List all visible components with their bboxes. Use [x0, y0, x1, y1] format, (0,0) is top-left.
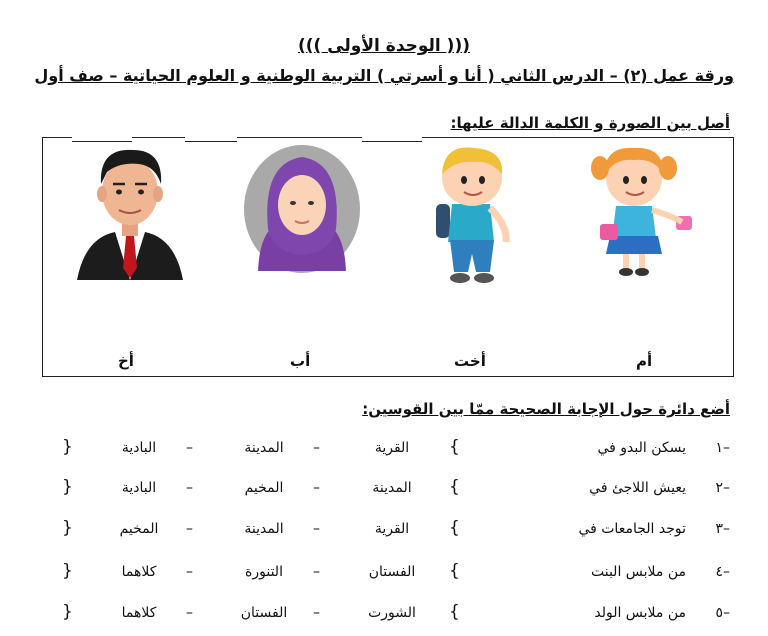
word-father: أب — [290, 352, 311, 370]
option[interactable]: المخيم — [244, 480, 284, 496]
option[interactable]: كلاهما — [121, 564, 157, 580]
unit-title: ((( الوحدة الأولى ))) — [298, 36, 470, 56]
answer-line — [185, 133, 237, 142]
option[interactable]: القرية — [374, 440, 410, 456]
mcq-instruction: أضع دائرة حول الإجابة الصحيحة ممّا بين القوسين: — [362, 400, 730, 418]
close-brace: } — [62, 477, 73, 497]
question-number: ١– — [715, 440, 730, 456]
close-brace: } — [62, 561, 73, 581]
word-brother: أخ — [118, 352, 134, 370]
option[interactable]: البادية — [121, 440, 157, 456]
question-text: يعيش اللاجئ في — [589, 480, 686, 496]
separator-dash: – — [186, 480, 193, 496]
option[interactable]: المدينة — [244, 521, 284, 537]
separator-dash: – — [186, 521, 193, 537]
woman-in-hijab-picture — [242, 143, 362, 275]
question-number: ٤– — [715, 564, 730, 580]
option[interactable]: المدينة — [244, 440, 284, 456]
open-brace: { — [449, 518, 460, 538]
open-brace: { — [449, 477, 460, 497]
separator-dash: – — [186, 440, 193, 456]
worksheet-title: ورقة عمل (٢) – الدرس الثاني ( أنا و أسرتي ) التربية الوطنية و العلوم الحياتية – صف أول — [34, 66, 734, 85]
question-number: ٢– — [715, 480, 730, 496]
option[interactable]: القرية — [374, 521, 410, 537]
boy-with-backpack-picture — [428, 142, 516, 290]
option[interactable]: الفستان — [368, 564, 416, 580]
separator-dash: – — [313, 440, 320, 456]
question-number: ٥– — [715, 605, 730, 621]
option[interactable]: البادية — [121, 480, 157, 496]
question-text: يسكن البدو في — [597, 440, 686, 456]
separator-dash: – — [313, 480, 320, 496]
option[interactable]: الشورت — [368, 605, 416, 621]
separator-dash: – — [186, 564, 193, 580]
close-brace: } — [62, 602, 73, 622]
matching-instruction: أصل بين الصورة و الكلمة الدالة عليها: — [450, 114, 730, 132]
close-brace: } — [62, 518, 73, 538]
open-brace: { — [449, 602, 460, 622]
close-brace: } — [62, 437, 73, 457]
option[interactable]: المدينة — [372, 480, 412, 496]
option[interactable]: الفستان — [240, 605, 288, 621]
separator-dash: – — [186, 605, 193, 621]
answer-line — [362, 133, 422, 142]
open-brace: { — [449, 561, 460, 581]
question-text: من ملابس الولد — [594, 605, 686, 621]
option[interactable]: كلاهما — [121, 605, 157, 621]
separator-dash: – — [313, 605, 320, 621]
option[interactable]: التنورة — [245, 564, 283, 580]
man-in-suit-picture — [75, 140, 185, 285]
separator-dash: – — [313, 521, 320, 537]
word-mother: أم — [636, 352, 653, 370]
word-sister: أخت — [454, 352, 486, 370]
girl-with-bag-picture — [586, 142, 700, 278]
question-text: من ملابس البنت — [590, 564, 686, 580]
option[interactable]: المخيم — [119, 521, 159, 537]
question-text: توجد الجامعات في — [578, 521, 686, 537]
open-brace: { — [449, 437, 460, 457]
question-number: ٣– — [715, 521, 730, 537]
separator-dash: – — [313, 564, 320, 580]
